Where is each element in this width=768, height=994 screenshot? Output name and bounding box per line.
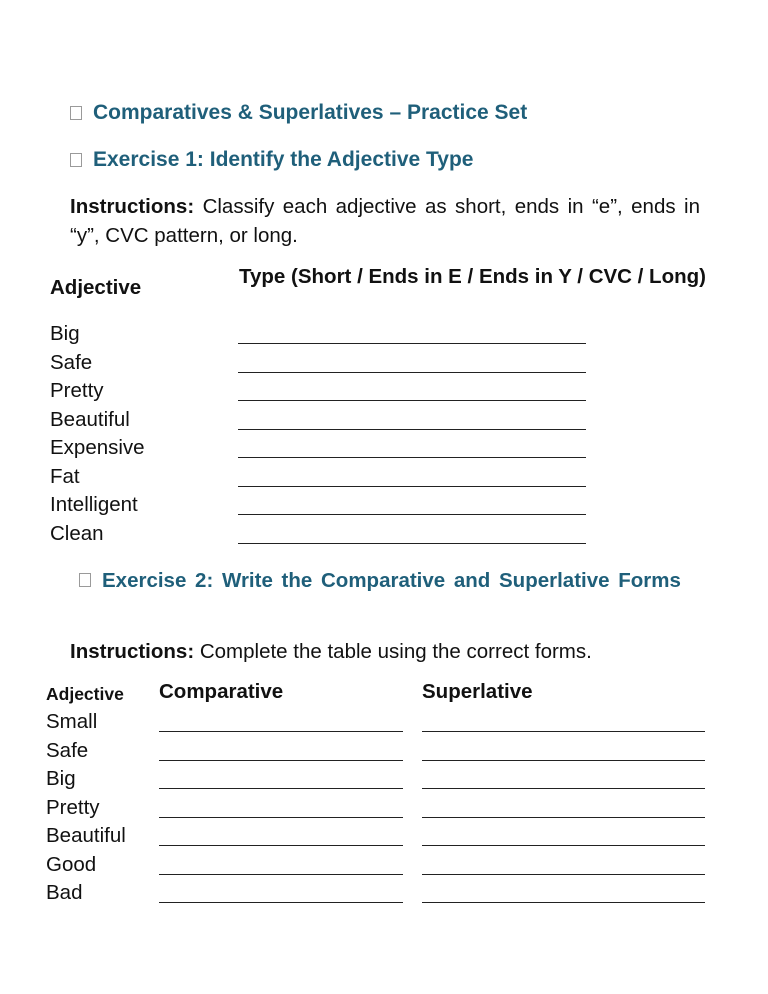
table-row	[50, 520, 610, 549]
instructions-text: Complete the table using the correct forms.	[194, 640, 592, 663]
table-row	[50, 406, 610, 435]
table-row	[46, 708, 726, 737]
type-answer-blank[interactable]	[238, 514, 586, 515]
table-row	[46, 794, 726, 823]
adjective-cell: Safe	[50, 350, 93, 374]
adjective-cell: Safe	[46, 738, 89, 762]
adjective-cell: Small	[46, 710, 98, 733]
table-row	[50, 463, 610, 492]
table-row	[46, 851, 726, 880]
adjective-cell: Good	[46, 852, 97, 876]
type-answer-blank[interactable]	[238, 372, 586, 373]
exercise1-heading	[70, 148, 473, 172]
page-title	[70, 101, 527, 125]
adjective-cell: Expensive	[50, 436, 145, 459]
type-answer-blank[interactable]	[238, 343, 586, 344]
table-row	[46, 822, 726, 851]
adjective-cell: Big	[50, 322, 80, 345]
type-answer-blank[interactable]	[238, 543, 586, 544]
col-header-superlative: Superlative	[422, 680, 533, 703]
superlative-answer-blank[interactable]	[422, 731, 705, 732]
superlative-answer-blank[interactable]	[422, 902, 705, 903]
type-answer-blank[interactable]	[238, 486, 586, 487]
instructions-label: Instructions:	[70, 640, 195, 663]
checkbox-icon	[79, 573, 91, 587]
col-header-adjective: Adjective	[50, 276, 142, 299]
adjective-cell: Big	[46, 767, 76, 790]
table-row	[50, 320, 610, 349]
exercise1-heading-text: Exercise 1: Identify the Adjective Type	[93, 148, 474, 171]
table-row	[50, 434, 610, 463]
table-row	[50, 491, 610, 520]
comparative-answer-blank[interactable]	[159, 845, 403, 846]
comparative-answer-blank[interactable]	[159, 874, 403, 875]
type-answer-blank[interactable]	[238, 400, 586, 401]
col-header-comparative: Comparative	[159, 680, 284, 703]
adjective-cell: Bad	[46, 881, 83, 904]
exercise1-rows	[50, 320, 610, 548]
superlative-answer-blank[interactable]	[422, 788, 705, 789]
superlative-answer-blank[interactable]	[422, 845, 705, 846]
comparative-answer-blank[interactable]	[159, 788, 403, 789]
col-header-type: Type (Short / Ends in E / Ends in Y / CVC / Long)	[239, 265, 706, 288]
exercise2-heading-text: Exercise 2: Write the Comparative and Superlative Forms	[102, 569, 681, 592]
adjective-cell: Beautiful	[50, 407, 130, 431]
comparative-answer-blank[interactable]	[159, 731, 403, 732]
type-answer-blank[interactable]	[238, 429, 586, 430]
instructions-label: Instructions:	[70, 195, 195, 218]
adjective-cell: Pretty	[46, 795, 100, 819]
table-row	[50, 377, 610, 406]
exercise2-rows	[46, 708, 726, 908]
exercise2-instructions	[70, 637, 700, 666]
instructions-text: Classify each adjective as short, ends in “e”, ends in “y”, CVC pattern, or long.	[70, 195, 700, 247]
table-row	[46, 765, 726, 794]
page-title-text: Comparatives & Superlatives – Practice Set	[93, 101, 528, 124]
comparative-answer-blank[interactable]	[159, 817, 403, 818]
comparative-answer-blank[interactable]	[159, 760, 403, 761]
table-row	[50, 349, 610, 378]
table-row	[46, 737, 726, 766]
comparative-answer-blank[interactable]	[159, 902, 403, 903]
checkbox-icon	[70, 153, 82, 167]
adjective-cell: Intelligent	[50, 493, 138, 516]
adjective-cell: Fat	[50, 464, 80, 488]
table-row	[46, 879, 726, 908]
adjective-cell: Pretty	[50, 379, 104, 402]
exercise2-heading	[70, 566, 697, 595]
superlative-answer-blank[interactable]	[422, 874, 705, 875]
col-header-adjective: Adjective	[46, 684, 124, 704]
exercise1-instructions	[70, 192, 700, 250]
adjective-cell: Clean	[50, 521, 104, 545]
superlative-answer-blank[interactable]	[422, 760, 705, 761]
adjective-cell: Beautiful	[46, 824, 126, 847]
superlative-answer-blank[interactable]	[422, 817, 705, 818]
type-answer-blank[interactable]	[238, 457, 586, 458]
checkbox-icon	[70, 106, 82, 120]
